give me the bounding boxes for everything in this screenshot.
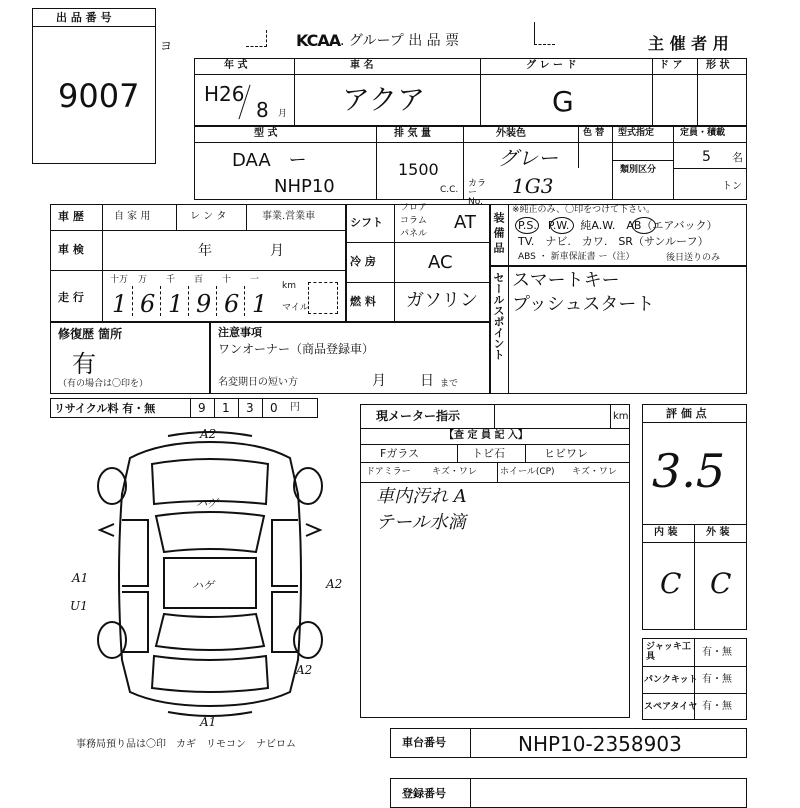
year-month: 8	[256, 98, 269, 122]
mileage-digit-label: 十	[222, 275, 232, 285]
model-label: 型 式	[254, 128, 278, 139]
interior-grade: C	[660, 567, 682, 600]
office-note: 事務局預り品は〇印 カギ リモコン ナビロム	[76, 739, 296, 750]
recycle-digit: 3	[246, 401, 254, 415]
car-diagram	[60, 424, 360, 724]
equipment-side-label: 装 備 品	[492, 212, 505, 253]
year-label: 年 式	[224, 60, 248, 71]
mileage-digit: 9	[196, 290, 212, 318]
color-code: 1G3	[512, 174, 554, 198]
shift-label: シフト	[350, 216, 383, 229]
inspection-month: 月	[270, 243, 284, 259]
mileage-digit-label: 十万	[110, 275, 129, 285]
chassis-number: NHP10-2358903	[518, 732, 682, 756]
wheel-value: キズ・ワレ	[572, 467, 617, 477]
mileage-digit-label: 百	[194, 275, 204, 285]
diagram-mark-left-a1: A1	[72, 571, 89, 585]
circle-pw	[550, 217, 574, 234]
capacity-unit: 名	[732, 151, 743, 164]
ton-unit: トン	[722, 181, 742, 192]
tool-jack-label: ジャッキ工具	[646, 642, 691, 662]
model-code: NHP10	[274, 176, 335, 197]
crop-mark-left	[246, 30, 267, 47]
color-label: 外装色	[496, 128, 526, 139]
mileage-digit: 6	[224, 290, 240, 318]
circle-ab	[632, 217, 656, 234]
sales-point-line2: プッシュスタート	[512, 294, 655, 315]
equipment-line2: TV. ナビ. カワ. SR（サンルーフ）	[518, 235, 709, 248]
wheel-label: ホイール(CP)	[500, 467, 555, 477]
equipment-line1: P.S. P.W. 純A.W. AB（エアバック）	[518, 219, 718, 232]
organizer-label: 主 催 者 用	[648, 34, 729, 53]
diagram-mark-rear-right: A2	[296, 663, 313, 677]
tool-puncture-value: 有・無	[702, 674, 732, 685]
lot-number-label: 出 品 番 号	[56, 11, 112, 24]
exterior-label: 外 装	[706, 527, 730, 538]
capacity-label: 定員・積載	[680, 128, 726, 138]
displacement: 1500	[398, 160, 439, 179]
name-change-label: 名変期日の短い方	[218, 377, 298, 388]
recycle-digit: 1	[222, 401, 230, 415]
crop-mark-right	[534, 22, 555, 45]
sheet-title: . グループ 出 品 票	[340, 33, 460, 49]
tool-jack-value: 有・無	[702, 647, 732, 658]
corner-mark: ヨ	[160, 39, 173, 53]
tool-puncture-label: パンクキット	[644, 675, 698, 685]
door-label: ド ア	[659, 60, 683, 71]
mileage-digit-label: 千	[166, 275, 176, 285]
rental-use: レ ン タ	[190, 211, 227, 222]
shift-column: コラム	[400, 216, 427, 226]
mirror-value: キズ・ワレ	[432, 467, 477, 477]
sales-point-side-label: セールスポイント	[492, 272, 505, 360]
mileage-label: 走 行	[58, 291, 84, 304]
equipment-line3-note: 後日送りのみ	[666, 253, 721, 263]
color-change-label: 色 替	[583, 128, 605, 138]
lot-number: 9007	[58, 77, 140, 115]
private-use: 自 家 用	[114, 211, 151, 222]
mile-box	[308, 282, 338, 314]
exterior-grade: C	[710, 567, 732, 600]
ac-label: 冷 房	[350, 255, 376, 268]
meter-km: km	[613, 411, 629, 422]
name-change-month: 月	[372, 373, 386, 389]
exterior-color: グレー	[498, 146, 558, 170]
glass-crack: ヒビワレ	[544, 447, 588, 460]
caution-text: ワンオーナー（商品登録車）	[218, 342, 375, 356]
km-unit: km	[282, 281, 296, 291]
recycle-digit: 0	[270, 401, 278, 415]
inspection-year: 年	[198, 243, 212, 259]
recycle-digit: 9	[198, 401, 206, 415]
mileage-digit-label: 万	[138, 275, 148, 285]
history-label: 車 歴	[58, 210, 84, 223]
model-prefix: DAA ー	[232, 150, 307, 171]
color-code-label: カラー No.	[468, 179, 487, 207]
equipment-line3: ABS ・ 新車保証書 ー（注）	[518, 252, 635, 262]
ac-value: AC	[428, 252, 453, 273]
fuel-value: ガソリン	[406, 290, 478, 311]
displacement-label: 排 気 量	[394, 128, 431, 139]
mileage-digit: 1	[168, 290, 184, 318]
mirror-label: ドアミラー	[366, 467, 411, 477]
model-spec-label: 型式指定	[618, 128, 655, 138]
inspector-note1: 車内汚れ A	[376, 486, 467, 507]
registration-label: 登録番号	[402, 787, 446, 800]
repair-label: 修復歴 箇所	[58, 327, 123, 341]
shift-value: AT	[454, 212, 476, 233]
class-label: 類別区分	[620, 165, 657, 175]
meter-label: 現メーター指示	[376, 409, 461, 423]
mile-unit: マイル	[282, 303, 309, 313]
circle-ps	[515, 217, 539, 234]
mileage-digit-label: 一	[250, 275, 260, 285]
shape-label: 形 状	[706, 60, 730, 71]
recycle-unit: 円	[290, 402, 300, 413]
diagram-body-note1: ハゲ	[196, 497, 218, 510]
month-unit: 月	[278, 109, 288, 119]
diagram-mark-right: A2	[326, 577, 343, 591]
brand-logo: KCAA	[296, 31, 341, 50]
cc-unit: C.C.	[440, 185, 459, 195]
diagram-mark-left-u1: U1	[70, 599, 88, 613]
evaluation-score: 3.5	[652, 444, 726, 498]
interior-label: 内 装	[654, 527, 678, 538]
year-era: H26	[204, 82, 245, 106]
grade: G	[552, 85, 574, 118]
chassis-label: 車台番号	[402, 736, 446, 749]
tool-spare-value: 有・無	[702, 701, 732, 712]
sales-point-line1: スマートキー	[512, 270, 620, 291]
inspector-note2: テール水滴	[376, 512, 466, 533]
car-name: アクア	[342, 83, 426, 116]
car-name-label: 車 名	[350, 60, 374, 71]
mileage-digit: 1	[252, 290, 268, 318]
capacity-value: 5	[702, 149, 711, 165]
mileage-digit: 6	[140, 290, 156, 318]
grade-label: グ レ ー ド	[526, 60, 577, 71]
inspection-label: 車 検	[58, 243, 84, 256]
diagram-mark-rear: A1	[200, 715, 217, 729]
shift-floor: フロア	[400, 203, 428, 213]
repair-value: 有	[72, 350, 96, 378]
equipment-note: ※純正のみ、〇印をつけて下さい。	[512, 205, 656, 215]
tool-spare-label: スペアタイヤ	[644, 702, 698, 712]
inspector-label: 【査 定 員 記 入】	[444, 430, 528, 441]
diagram-body-note2: ハゲ	[192, 579, 214, 592]
diagram-mark-front: A2	[200, 427, 217, 441]
fuel-label: 燃 料	[350, 295, 376, 308]
mileage-digit: 1	[112, 290, 128, 318]
shift-panel: パネル	[400, 229, 428, 239]
recycle-label: リサイクル料 有・無	[54, 402, 156, 415]
name-change-day: 日	[420, 373, 434, 389]
caution-label: 注意事項	[218, 326, 262, 339]
name-change-until: まで	[440, 379, 459, 389]
evaluation-label: 評 価 点	[666, 407, 707, 420]
glass-label: Fガラス	[380, 447, 419, 460]
glass-chip: トビ石	[472, 447, 505, 460]
business-use: 事業.営業車	[262, 211, 316, 222]
repair-note: （有の場合は〇印を）	[58, 379, 149, 389]
